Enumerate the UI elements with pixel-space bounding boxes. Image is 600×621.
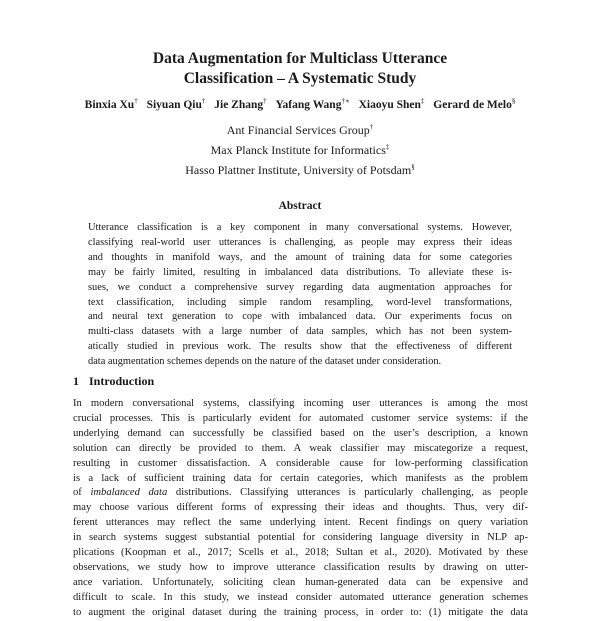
body-line: In modern conversational systems, classifying incoming user utterances is among the most xyxy=(73,398,528,409)
abstract-line: may be fairly limited, resulting in imbalanced data distributions. To alleviate these is- xyxy=(88,266,512,278)
author-mark: † xyxy=(134,97,138,105)
body-text: distributions. Classifying utterances is particularly challenging, as people xyxy=(167,487,528,499)
author-name: Binxia Xu xyxy=(84,98,135,111)
affiliation-name: Hasso Plattner Institute, University of Potsdam xyxy=(185,163,412,177)
emphasis-term: imbalanced data xyxy=(90,487,168,499)
paper-title-line-2: Classification – A Systematic Study xyxy=(183,70,417,87)
introduction-body xyxy=(73,397,528,621)
body-line: underlying demand can successfully be classified based on the user’s description, a known xyxy=(73,427,528,439)
author xyxy=(276,99,350,111)
body-line: ance variation. Unfortunately, soliciting clean human-generated data can be expensive and xyxy=(73,576,528,588)
affiliation xyxy=(0,119,600,139)
author-name: Yafang Wang xyxy=(275,98,342,111)
body-line: solution can directly be provided to them. A weak classifier may miscategorize a request, xyxy=(73,442,528,454)
author-name: Gerard de Melo xyxy=(433,98,512,111)
author-mark: ‡ xyxy=(420,97,425,105)
body-text: of xyxy=(73,487,91,499)
affiliation-name: Ant Financial Services Group xyxy=(226,123,370,137)
abstract-heading: Abstract xyxy=(278,200,322,212)
body-line: crucial processes. This is particularly evident for automated customer service systems: if the xyxy=(73,412,528,424)
author xyxy=(85,99,138,111)
affiliation-mark: † xyxy=(369,123,374,131)
abstract-line: sues, we conduct a comprehensive survey regarding data augmentation approaches for xyxy=(88,281,512,293)
author xyxy=(433,99,515,111)
author xyxy=(359,99,425,111)
author-list xyxy=(0,93,600,113)
body-line xyxy=(73,486,528,501)
abstract-line: and neural text generation to cope with imbalanced data. Our experiments focus on xyxy=(88,311,512,323)
author-mark: † xyxy=(201,97,206,105)
author xyxy=(214,99,266,111)
paper-title-line-1: Data Augmentation for Multiclass Utterance xyxy=(152,50,448,67)
body-line: is a lack of sufficient training data for certain categories, which manifests as the problem xyxy=(73,472,528,484)
author-mark: § xyxy=(511,97,516,105)
abstract-line: multi-class datasets with a large number of data samples, which has not been system- xyxy=(88,326,512,338)
affiliation-mark: ‡ xyxy=(385,143,390,151)
section-title: Introduction xyxy=(89,374,155,388)
affiliation-name: Max Planck Institute for Informatics xyxy=(210,143,386,157)
body-line: ferent utterances may reflect the same underlying intent. Recent findings on query variation xyxy=(73,517,528,529)
author-name: Siyuan Qiu xyxy=(146,98,202,111)
affiliation-mark: § xyxy=(411,163,415,171)
section-number: 1 xyxy=(73,374,79,388)
paper-title xyxy=(0,49,600,89)
affiliation xyxy=(0,159,600,179)
abstract-body xyxy=(88,221,512,370)
author-mark: †∗ xyxy=(341,97,350,105)
body-line: resulting in customer dissatisfaction. A considerable cause for low-performing classification xyxy=(73,457,528,469)
section-heading-introduction xyxy=(73,374,154,389)
abstract-line: classifying real-world user utterances is challenging, as people may express their ideas xyxy=(88,236,512,248)
body-line: difficult to scale. In this study, we instead consider automated utterance generation schemes xyxy=(73,591,528,603)
body-line: in search systems suggest substantial potential for considering language diversity in NLP ap- xyxy=(73,532,528,544)
abstract-line: Utterance classification is a key component in many conversational systems. However, xyxy=(88,222,512,233)
abstract-line: and thoughts in manifold ways, and the amount of training data for some categories xyxy=(88,251,512,263)
abstract-line: text classification, including simple random resampling, word-level transformations, xyxy=(88,296,512,308)
body-line: to augment the original dataset during the training process, in order to: (1) mitigate the data xyxy=(73,606,528,618)
abstract-line: data augmentation schemes depends on the nature of the dataset under consideration. xyxy=(88,356,442,368)
body-line: plications (Koopman et al., 2017; Scells et al., 2018; Sultan et al., 2020). Motivated by these xyxy=(73,547,528,559)
abstract-line: atically studied in previous work. The results show that the effectiveness of different xyxy=(88,341,512,353)
body-line: observations, we study how to improve utterance classification results by drawing on utter- xyxy=(73,561,528,573)
author-name: Xiaoyu Shen xyxy=(358,98,421,111)
author xyxy=(147,99,206,111)
body-line: may choose various different forms of expressing their ideas and thoughts. Thus, very dif- xyxy=(73,502,528,514)
affiliation-list xyxy=(0,119,600,179)
author-name: Jie Zhang xyxy=(214,98,264,111)
author-mark: † xyxy=(263,97,267,105)
affiliation xyxy=(0,139,600,159)
